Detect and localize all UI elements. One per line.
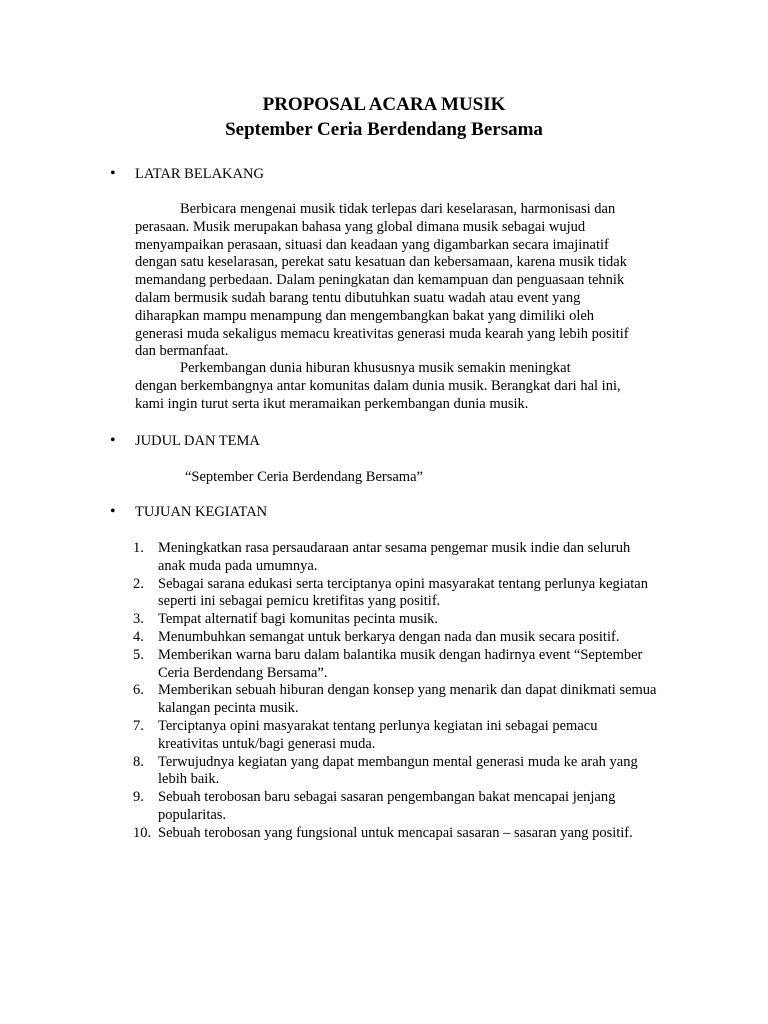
list-number: 7. [133,717,144,734]
list-number: 1. [133,540,144,556]
paragraph-line: kami ingin turut serta ikut meramaikan perkembangan dunia musik. [135,395,529,412]
list-number: 8. [133,753,144,770]
list-item-text [158,754,698,790]
goals-list [0,540,768,843]
list-item [0,718,698,754]
list-item [0,540,698,576]
list-item-line: Terwujudnya kegiatan yang dapat membangun mental generasi muda ke arah yang [158,753,638,770]
list-item-text [158,789,698,825]
list-number: 3. [133,611,144,628]
paragraph-line: dan bermanfaat. [135,343,229,360]
paragraph-line: Berbicara mengenai musik tidak terlepas dari keselarasan, harmonisasi dan [180,201,616,217]
list-number: 5. [133,646,144,663]
paragraph-line: dalam bermusik sudah barang tentu dibutuhkan suatu wadah atau event yang [135,289,581,306]
list-item-line: Memberikan sebuah hiburan dengan konsep yang menarik dan dapat dinikmati semua [158,682,657,699]
paragraph-line: generasi muda sekaligus memacu kreativitas generasi muda kearah yang lebih positif [135,325,629,342]
document-subtitle: September Ceria Berdendang Bersama [225,119,543,140]
list-item [0,611,698,629]
list-item [0,629,698,647]
list-item-line: Menumbuhkan semangat untuk berkarya dengan nada dan musik secara positif. [158,628,620,645]
list-item-line: Sebuah terobosan baru sebagai sasaran pengembangan bakat mencapai jenjang [158,789,616,806]
bullet-icon: • [110,165,116,182]
theme-quote: “September Ceria Berdendang Bersama” [185,469,423,485]
list-item-line: Tempat alternatif bagi komunitas pecinta musik. [158,611,439,628]
bullet-icon: • [110,432,116,449]
list-item-line: seperti ini sebagai pemicu kretifitas yang positif. [158,593,441,610]
list-item-text [158,629,698,647]
list-item-text [158,540,698,576]
bullet-icon: • [110,503,116,520]
list-item-text [158,682,698,718]
list-item-line: Terciptanya opini masyarakat tentang perlunya kegiatan ini sebagai pemacu [158,717,598,734]
section-heading-text: JUDUL DAN TEMA [135,433,260,449]
list-item [0,825,698,843]
paragraph-line: memandang perbedaan. Dalam peningkatan dan kemampuan dan penguasaan tehnik [135,272,625,289]
list-item-line: Sebagai sarana edukasi serta terciptanya opini masyarakat tentang perlunya kegiatan [158,575,648,592]
list-item [0,789,698,825]
list-item [0,682,698,718]
paragraph-line: Perkembangan dunia hiburan khususnya musik semakin meningkat [180,360,571,376]
paragraph-line: dengan berkembangnya antar komunitas dalam dunia musik. Berangkat dari hal ini, [135,377,621,394]
list-item [0,754,698,790]
list-item-text [158,718,698,754]
list-item [0,576,698,612]
list-item-line: Ceria Berdendang Bersama”. [158,664,328,681]
background-paragraph-1 [135,201,660,361]
list-number: 2. [133,575,144,592]
list-item-line: Sebuah terobosan yang fungsional untuk mencapai sasaran – sasaran yang positif. [158,824,633,841]
paragraph-line: dengan satu keselarasan, perekat satu kesatuan dan kebersamaan, karena musik tidak [135,254,627,271]
list-item-text [158,611,698,629]
list-item-line: lebih baik. [158,771,220,788]
list-item-line: kreativitas untuk/bagi generasi muda. [158,735,376,752]
section-heading-text: LATAR BELAKANG [135,166,264,182]
list-number: 10. [133,824,152,841]
list-item [0,647,698,683]
background-paragraph-2 [135,360,660,413]
section-heading-text: TUJUAN KEGIATAN [135,504,268,520]
list-item-line: popularitas. [158,806,227,823]
list-item-line: Memberikan warna baru dalam balantika musik dengan hadirnya event “September [158,646,643,663]
list-item-text [158,825,698,843]
paragraph-line: diharapkan mampu menampung dan mengembangkan bakat yang dimiliki oleh [135,307,595,324]
list-number: 9. [133,789,144,806]
list-item-line: Meningkatkan rasa persaudaraan antar sesama pengemar musik indie dan seluruh [158,540,631,556]
paragraph-line: perasaan. Musik merupakan bahasa yang global dimana musik sebagai wujud [135,218,586,235]
list-number: 6. [133,682,144,699]
list-item-text [158,576,698,612]
list-item-line: anak muda pada umumnya. [158,557,318,574]
list-number: 4. [133,628,144,645]
list-item-line: kalangan pecinta musik. [158,700,299,717]
document-title: PROPOSAL ACARA MUSIK [262,94,506,115]
paragraph-line: menyampaikan perasaan, situasi dan keadaan yang digambarkan secara imajinatif [135,236,609,253]
list-item-text [158,647,698,683]
